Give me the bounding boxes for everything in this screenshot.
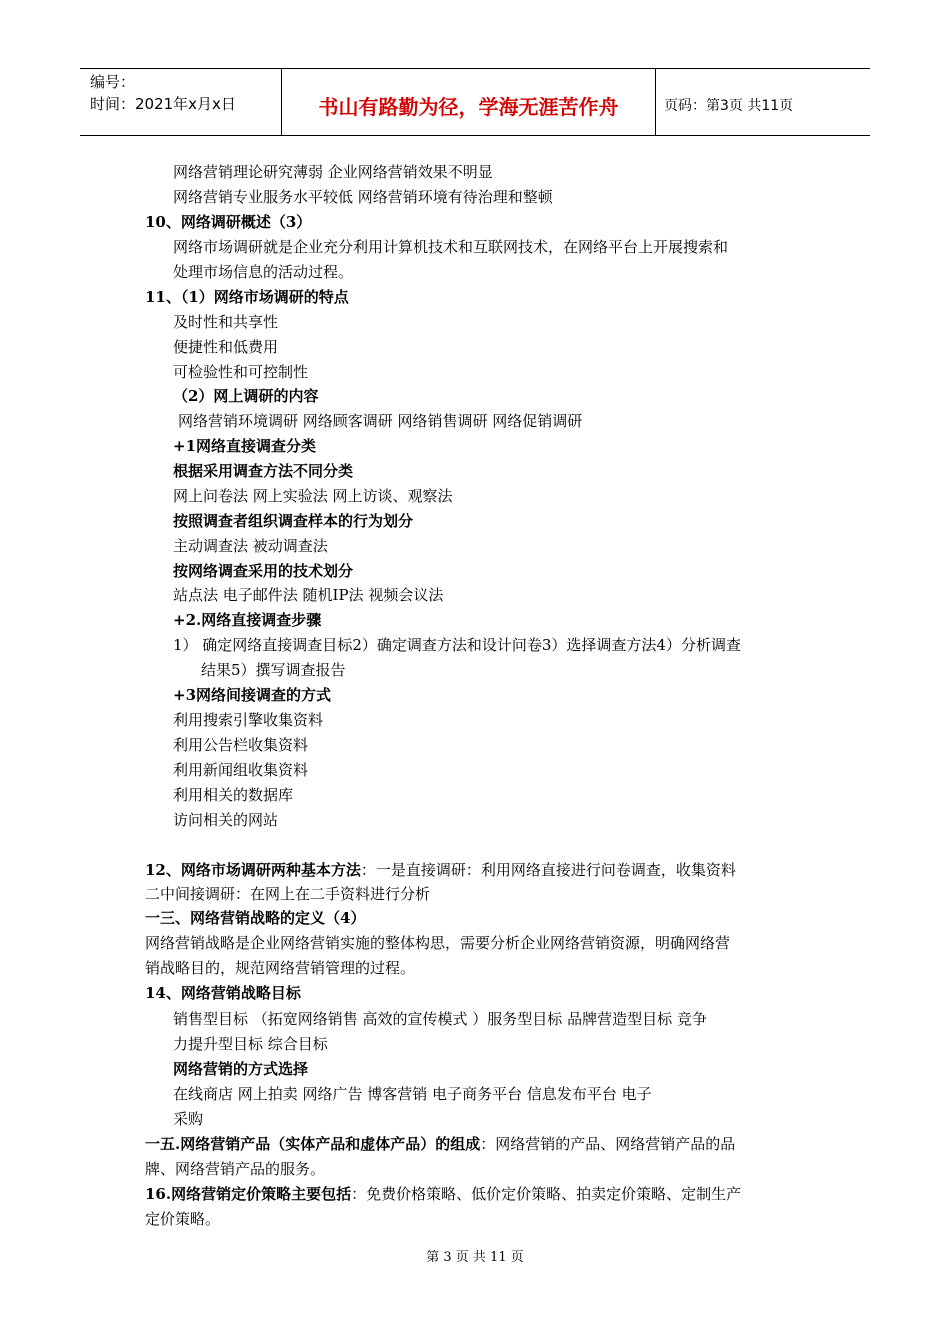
text-line: 销售型目标 （拓宽网络销售 高效的宣传模式 ）服务型目标 品牌营造型目标 竞争 xyxy=(173,1010,707,1028)
text-line: 采购 xyxy=(173,1110,204,1128)
text-line: 网络市场调研就是企业充分利用计算机技术和互联网技术，在网络平台上开展搜索和 xyxy=(173,238,729,256)
text-line: 网上问卷法 网上实验法 网上访谈、观察法 xyxy=(173,487,453,505)
section-heading: 11、（1）网络市场调研的特点 xyxy=(145,288,349,306)
text-line: 力提升型目标 综合目标 xyxy=(173,1035,328,1053)
text-line: 在线商店 网上拍卖 网络广告 博客营销 电子商务平台 信息发布平台 电子 xyxy=(173,1085,652,1103)
paragraph-16-heading: 16.网络营销定价策略主要包括 xyxy=(145,1185,352,1203)
section-heading: 按网络调查采用的技术划分 xyxy=(173,562,354,580)
text-line: 利用搜索引擎收集资料 xyxy=(173,711,324,729)
paragraph-16 xyxy=(145,1182,741,1206)
text-line: 销战略目的，规范网络营销管理的过程。 xyxy=(145,959,416,977)
section-heading: +3网络间接调查的方式 xyxy=(173,686,332,704)
number-label: 编号： xyxy=(90,73,136,91)
text-line: 网络营销环境调研 网络顾客调研 网络销售调研 网络促销调研 xyxy=(178,412,583,430)
section-heading: 按照调查者组织调查样本的行为划分 xyxy=(173,512,414,530)
section-heading: （2）网上调研的内容 xyxy=(173,387,319,405)
header-motto: 书山有路勤为径，学海无涯苦作舟 xyxy=(282,69,656,135)
text-line: 1） 确定网络直接调查目标2）确定调查方法和设计问卷3）选择调查方法4）分析调查 xyxy=(173,636,741,654)
text-line: 利用新闻组收集资料 xyxy=(173,761,309,779)
section-heading: 根据采用调查方法不同分类 xyxy=(173,462,354,480)
text-line: 网络营销理论研究薄弱 企业网络营销效果不明显 xyxy=(173,163,493,181)
header-page-code: 页码：第3页 共11页 xyxy=(664,98,794,114)
text-line: 站点法 电子邮件法 随机IP法 视频会议法 xyxy=(173,586,444,604)
date-label: 时间：2021年x月x日 xyxy=(90,95,236,113)
text-line: 主动调查法 被动调查法 xyxy=(173,537,328,555)
paragraph-12-heading: 12、网络市场调研两种基本方法 xyxy=(145,861,361,879)
text-line: 网络营销专业服务水平较低 网络营销环境有待治理和整顿 xyxy=(173,188,553,206)
paragraph-16-text: ：免费价格策略、低价定价策略、拍卖定价策略、定制生产 xyxy=(351,1185,742,1203)
text-line: 及时性和共享性 xyxy=(173,313,279,331)
section-heading: 网络营销的方式选择 xyxy=(173,1060,309,1078)
header-meta xyxy=(80,69,282,135)
text-line: 利用相关的数据库 xyxy=(173,786,294,804)
section-heading: 一三、网络营销战略的定义（4） xyxy=(145,909,366,927)
section-heading: 14、网络营销战略目标 xyxy=(145,984,301,1002)
section-heading: 10、网络调研概述（3） xyxy=(145,213,312,231)
paragraph-15-heading: 一五.网络营销产品（实体产品和虚体产品）的组成 xyxy=(145,1135,481,1153)
text-line: 定价策略。 xyxy=(145,1210,221,1228)
text-line: 牌、网络营销产品的服务。 xyxy=(145,1160,326,1178)
section-heading: +1网络直接调查分类 xyxy=(173,437,317,455)
paragraph-15 xyxy=(145,1132,735,1156)
paragraph-15-text: ：网络营销的产品、网络营销产品的品 xyxy=(480,1135,736,1153)
text-line: 处理市场信息的活动过程。 xyxy=(173,263,354,281)
page-footer: 第 3 页 共 11 页 xyxy=(426,1250,524,1265)
text-line: 利用公告栏收集资料 xyxy=(173,736,309,754)
text-line: 结果5）撰写调查报告 xyxy=(201,661,346,679)
paragraph-12-line2: 二中间接调研：在网上在二手资料进行分析 xyxy=(145,885,431,903)
paragraph-12 xyxy=(145,858,736,882)
text-line: 网络营销战略是企业网络营销实施的整体构思，需要分析企业网络营销资源，明确网络营 xyxy=(145,934,731,952)
paragraph-12-text: ：一是直接调研：利用网络直接进行问卷调查，收集资料 xyxy=(360,861,736,879)
text-line: 可检验性和可控制性 xyxy=(173,363,309,381)
section-heading: +2.网络直接调查步骤 xyxy=(173,611,322,629)
page-header xyxy=(80,68,870,136)
text-line: 便捷性和低费用 xyxy=(173,338,279,356)
text-line: 访问相关的网站 xyxy=(173,811,279,829)
